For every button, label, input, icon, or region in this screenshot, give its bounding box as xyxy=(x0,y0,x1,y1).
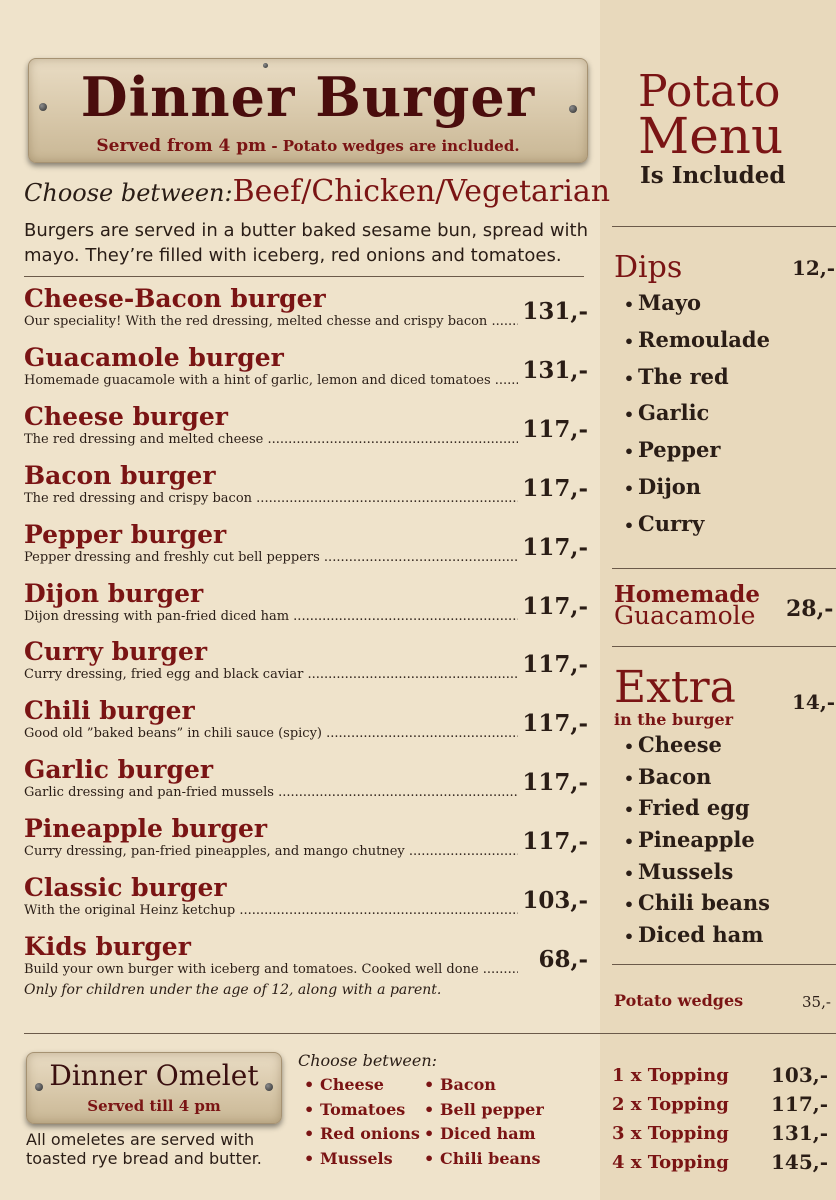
menu-item-name: Chili burger xyxy=(24,696,195,726)
menu-subtitle: Served from 4 pm - Potato wedges are included. xyxy=(96,136,520,156)
dip-item: • Curry xyxy=(620,511,770,548)
menu-title: Dinner Burger xyxy=(80,65,536,129)
menu-item-name: Pineapple burger xyxy=(24,814,268,844)
omelet-price-value: 131,- xyxy=(770,1121,828,1145)
omelet-toppings-col1 xyxy=(304,1075,420,1173)
menu-item-description: Garlic dressing and pan-fried mussels ..... xyxy=(24,785,518,801)
dip-item: • Dijon xyxy=(620,474,770,511)
divider xyxy=(612,646,836,647)
menu-item-name: Kids burger xyxy=(24,931,191,961)
menu-item-description: Pepper dressing and freshly cut bell peppers ..... xyxy=(24,550,518,566)
omelet-choose-label: Choose between: xyxy=(298,1051,438,1070)
guacamole-line2: Guacamole xyxy=(614,601,756,630)
potato-title-line1: Potato xyxy=(638,66,781,117)
divider xyxy=(612,964,836,965)
extra-price: 14,- xyxy=(792,690,836,714)
menu-item-price: 68,- xyxy=(538,945,588,973)
menu-item xyxy=(24,931,588,1000)
omelet-title: Dinner Omelet xyxy=(49,1059,259,1092)
extra-item: • Bacon xyxy=(620,764,770,796)
dips-title: Dips xyxy=(614,250,683,285)
omelet-toppings-col2 xyxy=(424,1075,544,1173)
title-plaque xyxy=(28,58,588,163)
menu-item-price: 103,- xyxy=(522,887,588,914)
menu-item-description: Curry dressing, pan-fried pineapples, and mango chutney ..... xyxy=(24,844,518,860)
menu-item-name: Guacamole burger xyxy=(24,342,284,372)
choose-between-line xyxy=(24,174,611,209)
choose-options: Beef/Chicken/Vegetarian xyxy=(232,174,611,209)
divider xyxy=(612,226,836,227)
menu-item-price: 117,- xyxy=(522,651,588,679)
omelet-price-label: 3 x Topping xyxy=(612,1123,729,1144)
guacamole-line1: Homemade xyxy=(614,581,760,608)
menu-item-description: The red dressing and crispy bacon ..... xyxy=(24,491,518,507)
menu-item-description: The red dressing and melted cheese ..... xyxy=(24,432,518,448)
menu-item-name: Dijon burger xyxy=(24,578,204,608)
menu-item-price: 117,- xyxy=(522,474,588,502)
menu-item-note: Only for children under the age of 12, along with a parent. xyxy=(24,981,442,998)
menu-item-description: Build your own burger with iceberg and tomatoes. Cooked well done ..... xyxy=(24,962,518,978)
menu-item-price: 117,- xyxy=(522,533,588,561)
divider xyxy=(24,276,584,277)
guacamole-title xyxy=(614,581,760,630)
omelet-topping-item: • Tomatoes xyxy=(304,1100,420,1125)
potato-menu-title xyxy=(638,66,784,165)
dips-price: 12,- xyxy=(792,256,836,280)
potato-subtitle: Is Included xyxy=(640,162,786,189)
menu-item-description: With the original Heinz ketchup ..... xyxy=(24,903,518,919)
menu-item-name: Curry burger xyxy=(24,637,208,667)
extra-item: • Pineapple xyxy=(620,827,770,859)
extra-title: Extra xyxy=(614,662,736,713)
guacamole-price: 28,- xyxy=(786,596,834,622)
omelet-price-row xyxy=(612,1152,828,1176)
omelet-topping-item: • Cheese xyxy=(304,1075,420,1100)
omelet-topping-item: • Mussels xyxy=(304,1149,420,1174)
dip-item: • The red xyxy=(620,364,770,401)
menu-item-name: Garlic burger xyxy=(24,755,214,785)
dip-item: • Mayo xyxy=(620,290,770,327)
menu-item-name: Cheese burger xyxy=(24,401,228,431)
omelet-subtitle: Served till 4 pm xyxy=(87,1097,221,1115)
omelet-price-label: 1 x Topping xyxy=(612,1065,729,1086)
menu-item-name: Classic burger xyxy=(24,873,227,902)
dip-item: • Pepper xyxy=(620,437,770,474)
extra-item: • Diced ham xyxy=(620,922,770,954)
menu-item-price: 117,- xyxy=(522,769,588,797)
menu-item-price: 117,- xyxy=(522,828,588,856)
intro-text: Burgers are served in a butter baked sesame bun, spread with mayo. They’re filled with iceberg, red onions and tomatoes. xyxy=(24,220,589,266)
menu-item-price: 131,- xyxy=(522,298,588,325)
divider xyxy=(612,568,836,569)
menu-item-price: 117,- xyxy=(522,592,588,620)
omelet-topping-item: • Chili beans xyxy=(424,1149,544,1174)
menu-item-name: Bacon burger xyxy=(24,460,216,490)
dip-item: • Remoulade xyxy=(620,327,770,364)
potato-wedges-price: 35,- xyxy=(802,993,831,1011)
extra-item: • Cheese xyxy=(620,732,770,764)
potato-wedges-label: Potato wedges xyxy=(614,991,744,1010)
menu-item-description: Curry dressing, fried egg and black caviar ..... xyxy=(24,667,518,683)
divider xyxy=(24,1033,836,1034)
omelet-price-value: 103,- xyxy=(770,1063,828,1087)
menu-item-price: 131,- xyxy=(522,356,588,384)
omelet-price-row xyxy=(612,1123,828,1147)
omelet-price-value: 117,- xyxy=(770,1092,828,1116)
omelet-price-row xyxy=(612,1094,828,1118)
menu-item-price: 117,- xyxy=(522,710,588,738)
omelet-description: All omeletes are served with toasted rye bread and butter. xyxy=(26,1130,262,1168)
extra-subtitle: in the burger xyxy=(614,710,734,729)
omelet-topping-item: • Bell pepper xyxy=(424,1100,544,1125)
omelet-price-label: 2 x Topping xyxy=(612,1094,729,1115)
menu-item-name: Pepper burger xyxy=(24,519,227,549)
menu-item-name: Cheese-Bacon burger xyxy=(24,284,326,313)
omelet-topping-item: • Bacon xyxy=(424,1075,544,1100)
omelet-plaque xyxy=(26,1052,282,1124)
extra-item: • Fried egg xyxy=(620,795,770,827)
dips-list xyxy=(620,290,770,548)
choose-label: Choose between: xyxy=(24,179,233,207)
omelet-price-label: 4 x Topping xyxy=(612,1152,729,1173)
extra-list xyxy=(620,732,770,954)
menu-item-price: 117,- xyxy=(522,415,588,443)
menu-item-description: Good old ”baked beans” in chili sauce (spicy) ..... xyxy=(24,726,518,742)
dip-item: • Garlic xyxy=(620,400,770,437)
potato-title-line2: Menu xyxy=(638,107,784,165)
omelet-topping-item: • Red onions xyxy=(304,1124,420,1149)
menu-item-description: Dijon dressing with pan-fried diced ham ..... xyxy=(24,609,518,625)
menu-item-description: Homemade guacamole with a hint of garlic, lemon and diced tomatoes ..... xyxy=(24,373,518,389)
extra-item: • Chili beans xyxy=(620,890,770,922)
extra-item: • Mussels xyxy=(620,859,770,891)
omelet-price-row xyxy=(612,1065,828,1089)
menu-item-description: Our speciality! With the red dressing, melted chesse and crispy bacon ..... xyxy=(24,314,518,330)
omelet-topping-item: • Diced ham xyxy=(424,1124,544,1149)
omelet-price-value: 145,- xyxy=(770,1150,828,1174)
